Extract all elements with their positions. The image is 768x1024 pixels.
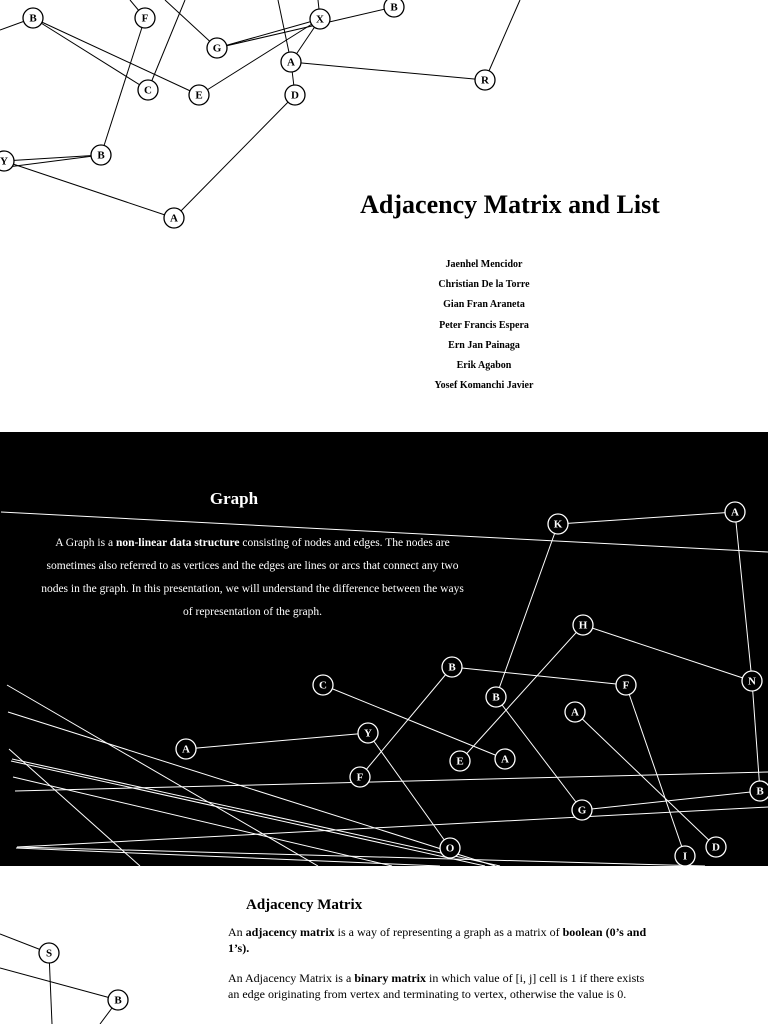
adjacency-matrix-heading: Adjacency Matrix [246, 897, 363, 913]
definition-emphasis-2: boolean (0’s and 1’s). [228, 925, 647, 955]
graph-heading: Graph [209, 489, 259, 508]
graph-node [486, 687, 506, 707]
graph-node [725, 502, 745, 522]
author-name: Christian De la Torre [438, 279, 530, 291]
graph-edge [12, 759, 500, 866]
graph-node [176, 739, 196, 759]
graph-edge [11, 761, 485, 866]
graph-node-label: R [481, 74, 489, 87]
graph-node [548, 514, 568, 534]
graph-edge [17, 804, 768, 847]
graph-node [706, 837, 726, 857]
graph-node [675, 846, 695, 866]
graph-node-label: B [756, 785, 764, 798]
author-name: Peter Francis Espera [439, 319, 529, 331]
graph-edge [13, 777, 392, 866]
graph-edge [558, 512, 735, 524]
graph-node-label: A [182, 743, 190, 756]
graph-node-label: B [29, 12, 37, 25]
graph-edge [33, 18, 199, 95]
graph-node-label: C [144, 84, 152, 97]
graph-node [313, 675, 333, 695]
author-name: Gian Fran Araneta [443, 299, 525, 311]
graph-node-label: B [114, 994, 122, 1007]
graph-node [742, 671, 762, 691]
graph-node-label: G [212, 42, 222, 55]
definition-text-2: is a way of representing a graph as a matrix of [334, 925, 563, 939]
binary-matrix-explanation [228, 970, 653, 1002]
graph-node [207, 38, 227, 58]
graph-edge [217, 7, 394, 48]
graph-node-label: O [445, 842, 455, 855]
graph-node [0, 151, 14, 171]
graph-edge [49, 953, 52, 1024]
graph-node-label: K [553, 518, 563, 531]
graph-edge [217, 19, 320, 48]
graph-edge [368, 733, 450, 848]
graph-edge [33, 18, 148, 90]
graph-node [135, 8, 155, 28]
graph-slide-graph [0, 432, 768, 866]
graph-node-label: B [492, 691, 500, 704]
graph-node [495, 749, 515, 769]
presentation-title: Adjacency Matrix and List [360, 190, 660, 219]
graph-node-label: A [287, 56, 295, 69]
graph-edge [583, 625, 752, 681]
graph-node [350, 767, 370, 787]
graph-edge [0, 155, 101, 168]
graph-edge [291, 62, 485, 80]
author-name: Erik Agabon [456, 360, 512, 372]
graph-node-label: D [712, 841, 720, 854]
graph-node-label: F [356, 771, 364, 784]
graph-node [310, 9, 330, 29]
graph-edge [360, 667, 452, 777]
graph-node-label: S [45, 947, 53, 960]
graph-edge [485, 0, 520, 80]
definition-text-1: An [228, 925, 246, 939]
author-name: Ern Jan Painaga [448, 339, 520, 351]
graph-node [440, 838, 460, 858]
graph-node-label: X [316, 13, 324, 26]
graph-node [450, 751, 470, 771]
graph-description-emphasis: non-linear data structure [115, 537, 240, 549]
graph-node [572, 800, 592, 820]
graph-node-label: C [319, 679, 327, 692]
graph-node [281, 52, 301, 72]
graph-node [164, 208, 184, 228]
graph-node-label: Y [0, 155, 8, 168]
graph-node-label: F [622, 679, 630, 692]
author-name: Jaenhel Mencidor [445, 259, 523, 270]
graph-node-label: A [571, 706, 579, 719]
graph-node-label: A [501, 753, 509, 766]
graph-node-label: B [97, 149, 105, 162]
graph-node [285, 85, 305, 105]
graph-node-label: D [291, 89, 299, 102]
graph-node-label: E [456, 755, 464, 768]
graph-node-label: N [748, 675, 756, 688]
graph-node-label: B [448, 661, 456, 674]
graph-node-label: B [390, 1, 398, 14]
author-name: Yosef Komanchi Javier [434, 380, 534, 392]
graph-node-label: A [170, 212, 178, 225]
graph-node [138, 80, 158, 100]
graph-edge [735, 512, 752, 681]
adjacency-matrix-definition [228, 924, 653, 956]
graph-edge [582, 791, 760, 810]
graph-edge [17, 847, 705, 866]
graph-node-label: E [195, 89, 203, 102]
explanation-text-2: in which value of [i, j] cell is 1 if there exists an edge originating from vertex and terminating to vertex, otherwise the value is 0. [228, 971, 645, 1001]
graph-node-label: F [141, 12, 149, 25]
graph-node [39, 943, 59, 963]
adjacency-matrix-slide [0, 866, 768, 1024]
graph-node [358, 723, 378, 743]
graph-edge [4, 161, 174, 218]
graph-edge [0, 968, 118, 1000]
graph-node [442, 657, 462, 677]
graph-node [23, 8, 43, 28]
graph-node [616, 675, 636, 695]
graph-node [108, 990, 128, 1010]
graph-description-rest: consisting of nodes and edges. The nodes are sometimes also referred to as vertices and the edges are lines or arcs that connect any two nodes in the graph. In this presentation, we will understand the difference between the ways of representation of the graph. [41, 537, 464, 618]
definition-emphasis-1: adjacency matrix [245, 925, 335, 939]
graph-node-label: I [682, 850, 688, 863]
graph-edge [460, 625, 583, 761]
graph-edge [174, 95, 295, 218]
graph-description [40, 532, 465, 624]
graph-edge [323, 685, 505, 759]
graph-node-label: H [578, 619, 588, 632]
graph-node-label: A [731, 506, 739, 519]
explanation-text-1: An Adjacency Matrix is a [228, 971, 355, 985]
explanation-emphasis: binary matrix [354, 971, 426, 985]
graph-node [91, 145, 111, 165]
graph-edge [626, 685, 685, 856]
graph-edge [186, 733, 368, 749]
author-list [384, 255, 584, 396]
graph-node-label: Y [364, 727, 372, 740]
graph-edge [496, 524, 558, 697]
graph-node [750, 781, 768, 801]
graph-node [565, 702, 585, 722]
graph-node-label: G [577, 804, 587, 817]
graph-slide [0, 432, 768, 866]
graph-edge [4, 155, 101, 161]
graph-node [189, 85, 209, 105]
graph-edge [452, 667, 626, 685]
graph-edge [575, 712, 716, 847]
graph-node [384, 0, 404, 17]
title-slide [0, 0, 768, 432]
graph-node [573, 615, 593, 635]
graph-edge [752, 681, 760, 791]
graph-description-intro: A Graph is a [55, 537, 116, 549]
graph-node [475, 70, 495, 90]
